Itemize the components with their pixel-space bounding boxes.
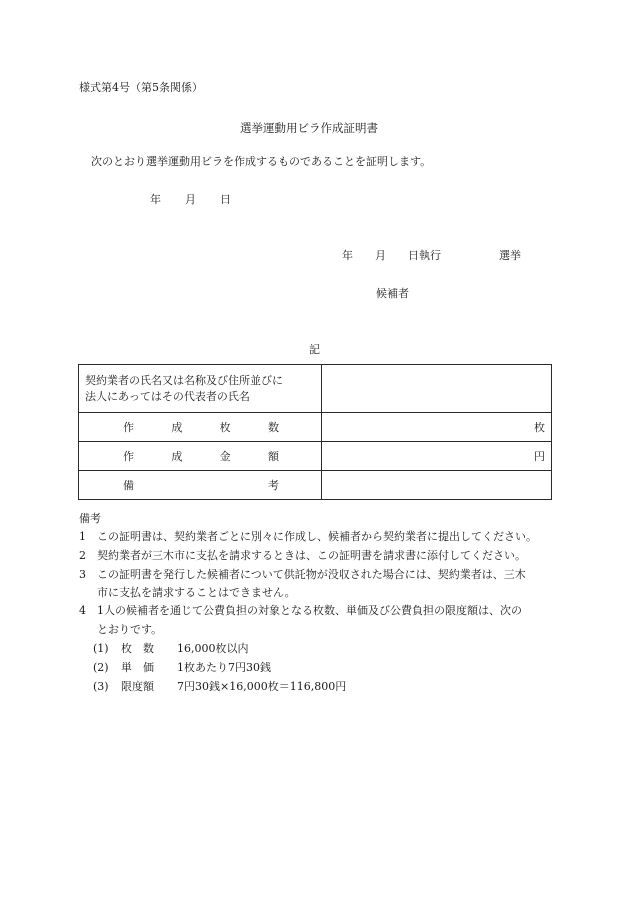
note-number: 2 [79,549,86,562]
quantity-label-char: 枚 [219,421,231,434]
contractor-value-cell[interactable] [322,365,552,413]
table-row-amount [79,442,552,471]
quantity-label-char: 作 [123,421,134,434]
month-label: 月 [185,193,196,206]
sub-item-label: 単 価 [121,661,154,674]
contractor-label-line2: 法人にあってはその代表者の氏名 [85,389,250,403]
remarks-label-cell [79,471,322,500]
contractor-label-line1: 契約業者の氏名又は名称及び住所並びに [85,373,283,387]
quantity-label-cell [79,413,322,442]
sub-item-number: (2) [93,661,109,674]
sub-item-number: (1) [93,642,109,655]
candidate-label: 候補者 [376,287,409,300]
form-number: 様式第4号（第5条関係） [79,81,203,94]
sub-item-label: 限度額 [121,680,154,693]
notes-heading: 備考 [79,512,101,525]
quantity-value-cell[interactable] [322,413,552,442]
day-label: 日 [220,193,231,206]
note-text: この証明書は、契約業者ごとに別々に作成し、候補者から契約業者に提出してください。 [97,530,537,543]
amount-label-cell [79,442,322,471]
table-row-quantity [79,413,552,442]
note-number: 1 [79,530,86,543]
election-month-label: 月 [375,249,386,262]
issue-date-line [150,193,231,207]
quantity-label-char: 成 [171,421,183,434]
note-item [79,568,526,582]
amount-label-char: 作 [123,450,134,463]
sub-item-number: (3) [93,680,109,693]
table-row-remarks [79,471,552,500]
sub-item-value: 1枚あたり7円30銭 [177,661,271,674]
sub-item-value: 16,000枚以内 [177,642,249,655]
amount-label-char: 金 [219,450,231,463]
amount-label-char: 成 [171,450,183,463]
note-item [79,604,522,618]
remarks-label-char: 備 [123,479,134,492]
contractor-label-cell [79,365,322,413]
sub-item-limit [93,680,346,694]
sub-item-quantity [93,642,249,656]
certificate-table [78,364,552,500]
sub-item-value: 7円30銭×16,000枚＝116,800円 [177,680,347,693]
intro-statement: 次のとおり選挙運動用ビラを作成するものであることを証明します。 [91,155,432,168]
amount-value-cell[interactable] [322,442,552,471]
election-year-label: 年 [342,249,353,262]
election-day-label: 日執行 [408,249,441,262]
note-number: 4 [79,604,86,617]
amount-label-char: 額 [267,450,279,463]
note-continuation: とおりです。 [97,623,163,636]
remarks-value-cell[interactable] [322,471,552,500]
table-row-contractor [79,365,552,413]
amount-unit: 円 [534,450,545,463]
election-label: 選挙 [499,249,521,262]
note-text: 契約業者が三木市に支払を請求するときは、この証明書を請求書に添付してください。 [97,549,526,562]
note-continuation: 市に支払を請求することはできません。 [97,586,296,599]
note-item [79,530,537,544]
sub-item-unit-price [93,661,271,675]
quantity-label-char: 数 [267,421,279,434]
note-text: この証明書を発行した候補者について供託物が没収された場合には、契約業者は、三木 [97,568,526,581]
note-number: 3 [79,568,86,581]
sub-item-label: 枚 数 [121,642,154,655]
quantity-unit: 枚 [534,421,545,434]
note-item [79,549,526,563]
document-title: 選挙運動用ビラ作成証明書 [240,121,378,135]
ki-heading: 記 [309,343,320,356]
note-text: 1人の候補者を通じて公費負担の対象となる枚数、単価及び公費負担の限度額は、次の [97,604,522,617]
year-label: 年 [150,193,161,206]
remarks-label-char: 考 [268,479,279,492]
election-date-line [342,249,521,263]
